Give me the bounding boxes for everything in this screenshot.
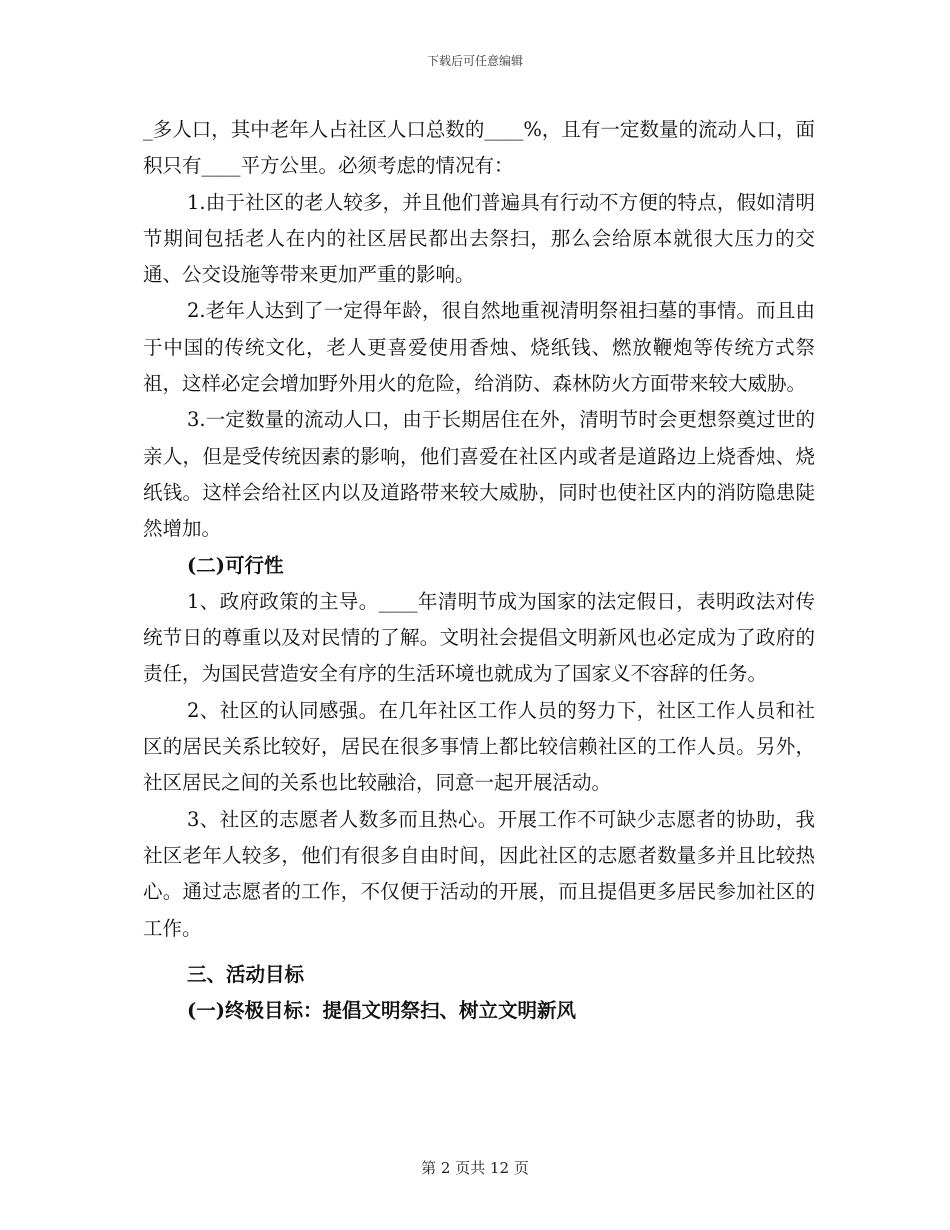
subheading-ultimate-goal: (一)终极目标：提倡文明祭扫、树立文明新风 — [187, 999, 576, 1023]
paragraph-feasibility-3: 3、社区的志愿者人数多而且热心。开展工作不可缺少志愿者的协助，我社区老年人较多，他们有很多自由时间，因此社区的志愿者数量多并且比较热心。通过志愿者的工作，不仅便于活动的开展，而且提倡更多居民参加社区的工作。 — [143, 807, 815, 940]
paragraph-consideration-3: 3.一定数量的流动人口，由于长期居住在外，清明节时会更想祭奠过世的亲人，但是受传统因素的影响，他们喜爱在社区内或者是道路边上烧香烛、烧纸钱。这样会给社区内以及道路带来较大威胁，同时也使社区内的消防隐患陡然增加。 — [143, 408, 815, 541]
document-body — [143, 112, 815, 1029]
paragraph-intro-continued: _多人口，其中老年人占社区人口总数的____%，且有一定数量的流动人口，面积只有____平方公里。必须考虑的情况有： — [143, 118, 815, 178]
page-header: 下载后可任意编辑 — [426, 54, 523, 68]
page-footer: 第 2 页共 12 页 — [421, 1159, 529, 1177]
paragraph-consideration-2: 2.老年人达到了一定得年龄，很自然地重视清明祭祖扫墓的事情。而且由于中国的传统文化，老人更喜爱使用香烛、烧纸钱、燃放鞭炮等传统方式祭祖，这样必定会增加野外用火的危险，给消防、森林防火方面带来较大威胁。 — [143, 299, 815, 396]
paragraph-feasibility-1: 1、政府政策的主导。____年清明节成为国家的法定假日，表明政法对传统节日的尊重以及对民情的了解。文明社会提倡文明新风也必定成为了政府的责任，为国民营造安全有序的生活环境也就成为了国家义不容辞的任务。 — [143, 589, 815, 686]
section-heading-goals: 三、活动目标 — [187, 962, 305, 986]
section-heading-feasibility: (二)可行性 — [187, 553, 284, 577]
paragraph-consideration-1: 1.由于社区的老人较多，并且他们普遍具有行动不方便的特点，假如清明节期间包括老人在内的社区居民都出去祭扫，那么会给原本就很大压力的交通、公交设施等带来更加严重的影响。 — [143, 190, 815, 287]
paragraph-feasibility-2: 2、社区的认同感强。在几年社区工作人员的努力下，社区工作人员和社区的居民关系比较好，居民在很多事情上都比较信赖社区的工作人员。另外，社区居民之间的关系也比较融洽，同意一起开展活动。 — [143, 698, 815, 795]
spacer — [143, 947, 815, 957]
